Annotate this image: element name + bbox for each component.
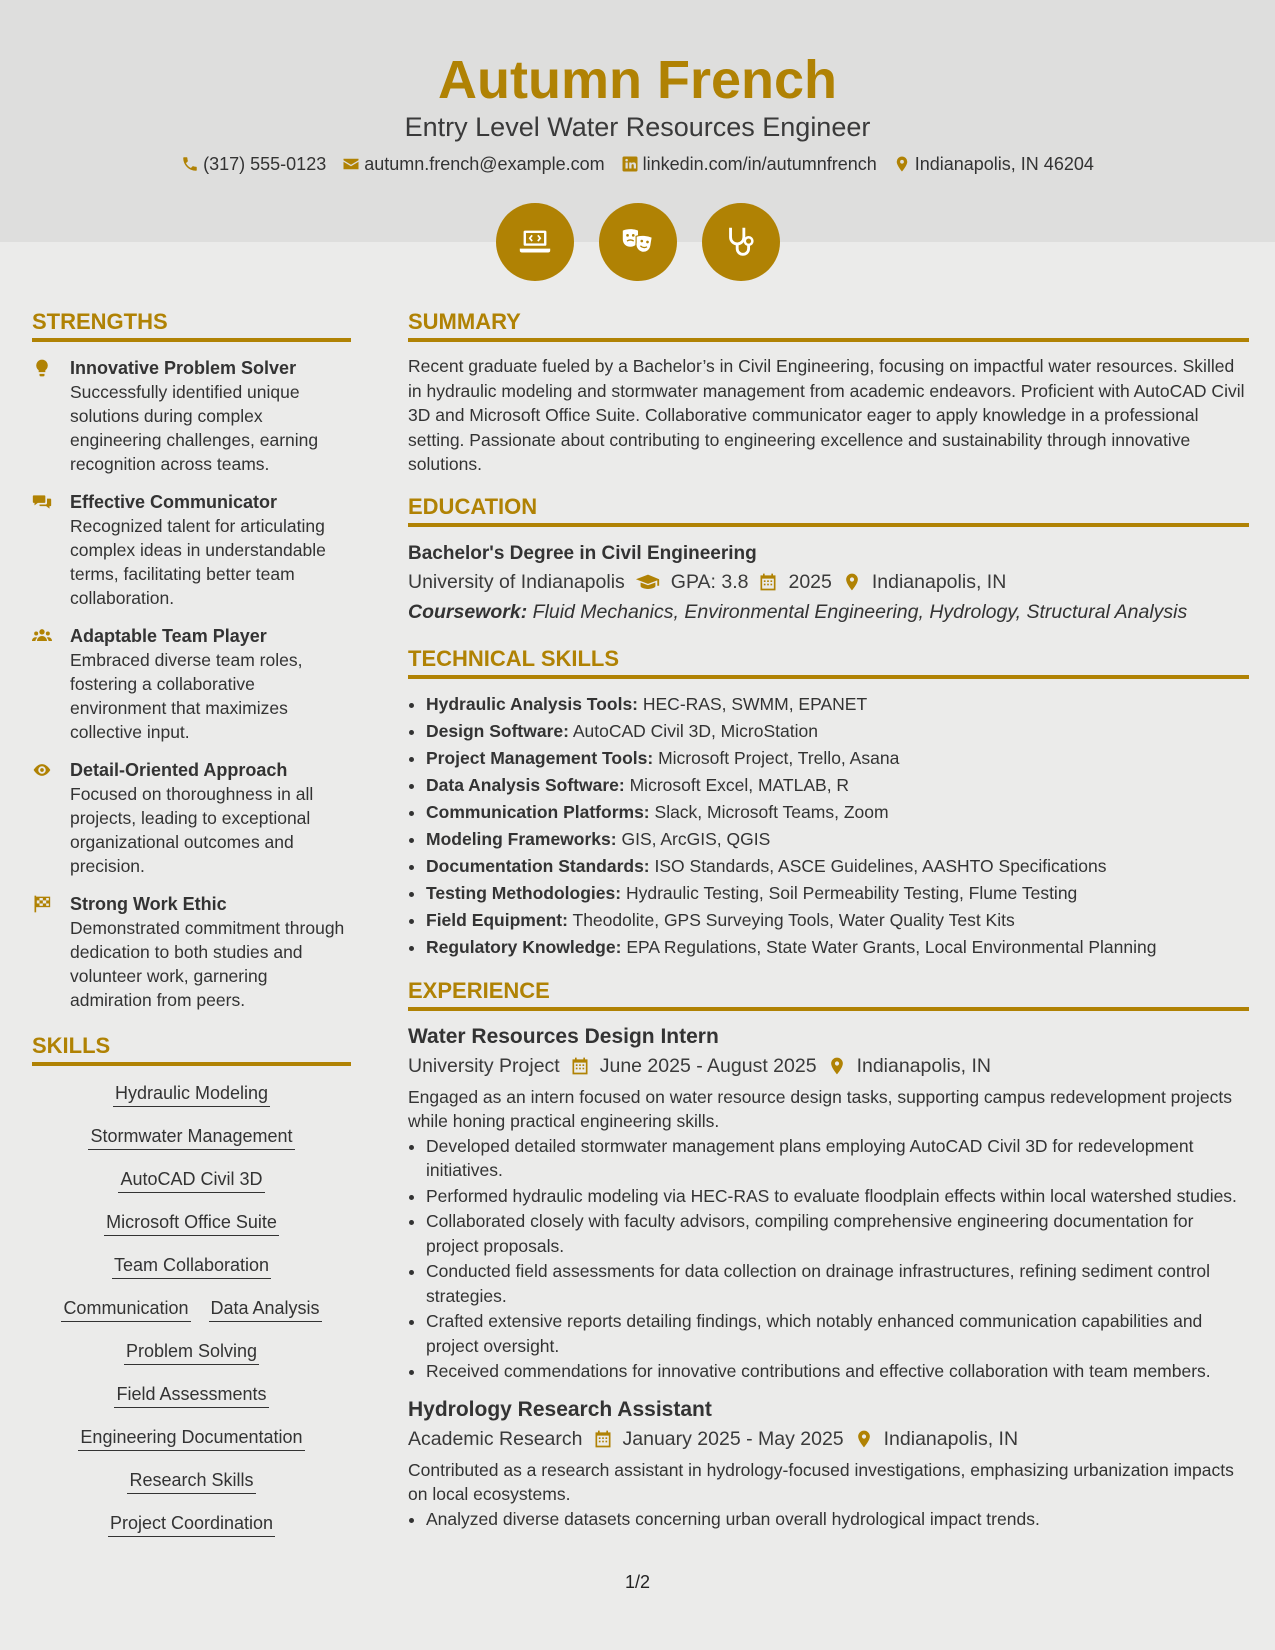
map-marker-icon bbox=[854, 1429, 874, 1449]
education-meta bbox=[408, 567, 1249, 597]
graduation-year: 2025 bbox=[788, 570, 832, 593]
linkedin-icon bbox=[621, 155, 639, 173]
map-marker-icon bbox=[842, 572, 862, 592]
job-bullets bbox=[408, 1507, 1249, 1532]
coursework-line bbox=[408, 597, 1249, 627]
strength-desc: Demonstrated commitment through dedication to both studies and volunteer work, garnering admiration from peers. bbox=[70, 918, 345, 1010]
skill-label: Design Software: bbox=[426, 720, 569, 741]
skill-tag: Field Assessments bbox=[114, 1381, 268, 1408]
job-title: Hydrology Research Assistant bbox=[408, 1397, 712, 1421]
skill-tag: Engineering Documentation bbox=[78, 1424, 304, 1451]
skill-value: Slack, Microsoft Teams, Zoom bbox=[654, 801, 889, 822]
users-icon bbox=[32, 624, 56, 744]
list-item: • Crafted extensive reports detailing findings, which notably enhanced communication capabilities and project oversight. bbox=[426, 1309, 1249, 1358]
school-name: University of Indianapolis bbox=[408, 570, 625, 593]
job-meta bbox=[408, 1424, 1249, 1454]
skill-tag: Problem Solving bbox=[124, 1338, 259, 1365]
list-item: • Collaborated closely with faculty advisors, compiling comprehensive engineering documentation for project proposals. bbox=[426, 1209, 1249, 1258]
skill-value: Microsoft Excel, MATLAB, R bbox=[629, 774, 850, 795]
list-item bbox=[426, 907, 1249, 934]
skills-heading: SKILLS bbox=[32, 1032, 351, 1066]
contact-location bbox=[893, 152, 1094, 176]
experience-heading: EXPERIENCE bbox=[408, 977, 1249, 1011]
skill-label: Project Management Tools: bbox=[426, 747, 654, 768]
skill-value: AutoCAD Civil 3D, MicroStation bbox=[572, 720, 818, 741]
map-marker-icon bbox=[827, 1056, 847, 1076]
education-location: Indianapolis, IN bbox=[871, 570, 1007, 593]
strength-desc: Focused on thoroughness in all projects, leading to exceptional organizational outcomes and precision. bbox=[70, 784, 314, 876]
job-dates: January 2025 - May 2025 bbox=[622, 1427, 844, 1450]
strength-desc: Embraced diverse team roles, fostering a collaborative environment that maximizes collective input. bbox=[70, 650, 303, 742]
skill-tag: Hydraulic Modeling bbox=[113, 1080, 270, 1107]
envelope-icon bbox=[342, 155, 360, 173]
right-column bbox=[408, 308, 1249, 1545]
skill-tag: AutoCAD Civil 3D bbox=[118, 1166, 264, 1193]
list-item: • Received commendations for innovative contributions and effective collaboration with team members. bbox=[426, 1359, 1249, 1384]
skill-value: Theodolite, GPS Surveying Tools, Water Quality Test Kits bbox=[572, 909, 1015, 930]
strength-item bbox=[32, 490, 351, 610]
skill-tag: Stormwater Management bbox=[88, 1123, 294, 1150]
calendar-icon bbox=[570, 1056, 590, 1076]
skill-value: EPA Regulations, State Water Grants, Local Environmental Planning bbox=[626, 936, 1157, 957]
skill-label: Regulatory Knowledge: bbox=[426, 936, 622, 957]
job-title-heading: Entry Level Water Resources Engineer bbox=[404, 112, 871, 142]
calendar-icon bbox=[758, 572, 778, 592]
email-text: autumn.french@example.com bbox=[364, 154, 605, 174]
contact-phone[interactable] bbox=[181, 152, 326, 176]
job-entry bbox=[408, 1396, 1249, 1532]
job-entry bbox=[408, 1023, 1249, 1384]
map-marker-icon bbox=[893, 155, 911, 173]
gpa-text: GPA: 3.8 bbox=[670, 570, 749, 593]
list-item bbox=[426, 826, 1249, 853]
summary-heading: SUMMARY bbox=[408, 308, 1249, 342]
list-item bbox=[426, 853, 1249, 880]
job-org: Academic Research bbox=[408, 1427, 583, 1450]
laptop-code-icon bbox=[496, 203, 574, 281]
skill-tag: Team Collaboration bbox=[112, 1252, 271, 1279]
strength-item bbox=[32, 758, 351, 878]
list-item bbox=[426, 934, 1249, 961]
location-text: Indianapolis, IN 46204 bbox=[914, 154, 1094, 174]
theater-masks-icon bbox=[599, 203, 677, 281]
list-item bbox=[426, 718, 1249, 745]
skill-value: HEC-RAS, SWMM, EPANET bbox=[642, 693, 868, 714]
strength-title: Detail-Oriented Approach bbox=[70, 760, 288, 780]
skill-value: GIS, ArcGIS, QGIS bbox=[621, 828, 771, 849]
skill-tag: Project Coordination bbox=[108, 1510, 275, 1537]
strength-desc: Recognized talent for articulating complex ideas in understandable terms, facilitating better team collaboration. bbox=[70, 516, 326, 608]
skill-label: Documentation Standards: bbox=[426, 855, 650, 876]
skill-value: Hydraulic Testing, Soil Permeability Testing, Flume Testing bbox=[625, 882, 1078, 903]
contact-bar bbox=[0, 152, 1275, 176]
graduation-cap-icon bbox=[635, 572, 661, 592]
phone-icon bbox=[181, 155, 199, 173]
skill-tag: Microsoft Office Suite bbox=[104, 1209, 279, 1236]
summary-text: Recent graduate fueled by a Bachelor’s in Civil Engineering, focusing on impactful water resources. Skilled in hydraulic modeling and stormwater management from academic endeavors. Proficient with AutoCAD Civil 3D and Microsoft Office Suite. Collaborative communicator eager to apply knowledge in a professional setting. Passionate about contributing to engineering excellence and sustainability through innovative solutions. bbox=[408, 356, 1245, 474]
strength-desc: Successfully identified unique solutions during complex engineering challenges, earning recognition across teams. bbox=[70, 382, 319, 474]
candidate-name: Autumn French bbox=[438, 50, 837, 110]
strengths-heading: STRENGTHS bbox=[32, 308, 351, 342]
linkedin-text: linkedin.com/in/autumnfrench bbox=[642, 154, 877, 174]
skill-label: Communication Platforms: bbox=[426, 801, 650, 822]
strength-item bbox=[32, 624, 351, 744]
list-item bbox=[426, 745, 1249, 772]
job-meta bbox=[408, 1051, 1249, 1081]
skill-label: Testing Methodologies: bbox=[426, 882, 622, 903]
job-description: Engaged as an intern focused on water resource design tasks, supporting campus redevelopment projects while honing practical engineering skills. bbox=[408, 1086, 1232, 1131]
skill-label: Data Analysis Software: bbox=[426, 774, 625, 795]
list-item bbox=[426, 799, 1249, 826]
job-title: Water Resources Design Intern bbox=[408, 1024, 719, 1048]
skill-tag: Communication bbox=[61, 1295, 190, 1322]
eye-icon bbox=[32, 758, 56, 878]
education-heading: EDUCATION bbox=[408, 493, 1249, 527]
list-item: • Conducted field assessments for data collection on drainage infrastructures, refining sediment control strategies. bbox=[426, 1259, 1249, 1308]
job-location: Indianapolis, IN bbox=[883, 1427, 1019, 1450]
job-dates: June 2025 - August 2025 bbox=[599, 1054, 817, 1077]
skill-tag: Research Skills bbox=[127, 1467, 255, 1494]
left-column bbox=[32, 308, 351, 1553]
job-description: Contributed as a research assistant in hydrology-focused investigations, emphasizing urbanization impacts on local ecosystems. bbox=[408, 1459, 1234, 1504]
contact-linkedin[interactable] bbox=[621, 152, 877, 176]
skill-label: Hydraulic Analysis Tools: bbox=[426, 693, 638, 714]
coursework-text: Fluid Mechanics, Environmental Engineering, Hydrology, Structural Analysis bbox=[532, 600, 1188, 623]
job-org: University Project bbox=[408, 1054, 560, 1077]
coursework-label: Coursework: bbox=[408, 600, 528, 623]
flag-checkered-icon bbox=[32, 892, 56, 1012]
contact-email[interactable] bbox=[342, 152, 604, 176]
strength-title: Strong Work Ethic bbox=[70, 894, 227, 914]
strength-item bbox=[32, 892, 351, 1012]
job-bullets bbox=[408, 1134, 1249, 1384]
list-item: • Analyzed diverse datasets concerning urban overall hydrological impact trends. bbox=[426, 1507, 1249, 1532]
phone-text: (317) 555-0123 bbox=[203, 154, 327, 174]
strength-item bbox=[32, 356, 351, 476]
stethoscope-icon bbox=[702, 203, 780, 281]
degree-title: Bachelor's Degree in Civil Engineering bbox=[408, 542, 757, 564]
list-item bbox=[426, 880, 1249, 907]
comments-icon bbox=[32, 490, 56, 610]
skill-value: Microsoft Project, Trello, Asana bbox=[658, 747, 900, 768]
list-item: • Developed detailed stormwater management plans employing AutoCAD Civil 3D for redevelopment initiatives. bbox=[426, 1134, 1249, 1183]
strength-title: Effective Communicator bbox=[70, 492, 278, 512]
interest-icons bbox=[0, 203, 1275, 281]
strength-title: Innovative Problem Solver bbox=[70, 358, 297, 378]
strength-title: Adaptable Team Player bbox=[70, 626, 267, 646]
technical-skills-list bbox=[408, 691, 1249, 961]
page-number: 1/2 bbox=[624, 1572, 651, 1592]
list-item bbox=[426, 772, 1249, 799]
technical-skills-heading: TECHNICAL SKILLS bbox=[408, 645, 1249, 679]
list-item bbox=[426, 691, 1249, 718]
list-item: • Performed hydraulic modeling via HEC-RAS to evaluate floodplain effects within local watershed studies. bbox=[426, 1184, 1249, 1209]
calendar-icon bbox=[593, 1429, 613, 1449]
skill-value: ISO Standards, ASCE Guidelines, AASHTO Specifications bbox=[654, 855, 1107, 876]
job-location: Indianapolis, IN bbox=[856, 1054, 991, 1077]
skill-label: Modeling Frameworks: bbox=[426, 828, 617, 849]
lightbulb-icon bbox=[32, 356, 56, 476]
skill-tag: Data Analysis bbox=[209, 1295, 322, 1322]
skill-label: Field Equipment: bbox=[426, 909, 568, 930]
